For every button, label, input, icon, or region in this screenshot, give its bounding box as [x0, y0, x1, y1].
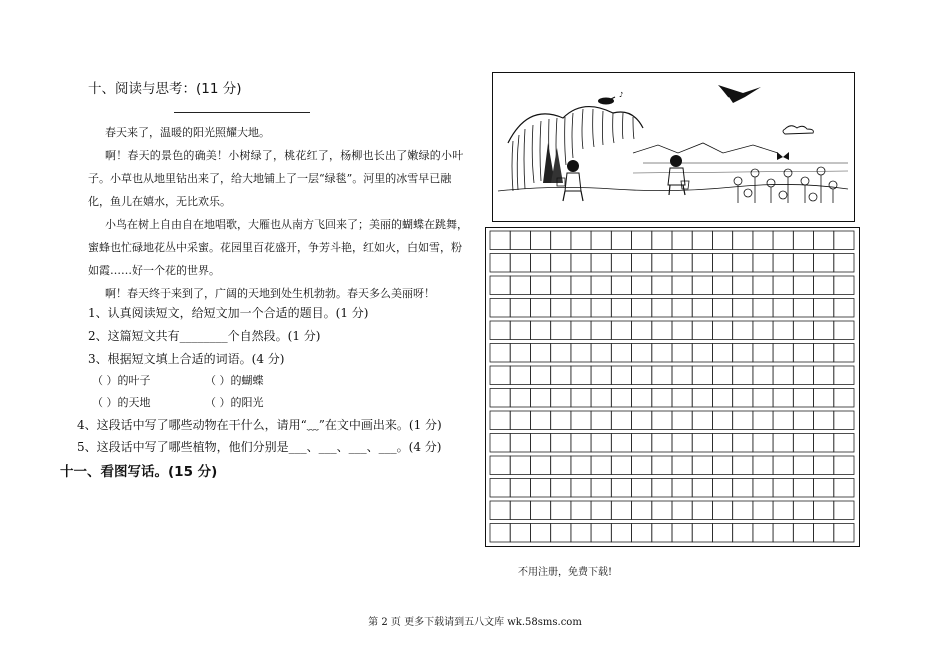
- grid-cell[interactable]: [551, 344, 571, 363]
- grid-cell[interactable]: [571, 344, 591, 363]
- grid-cell[interactable]: [571, 524, 591, 543]
- grid-cell[interactable]: [611, 411, 631, 430]
- grid-cell[interactable]: [753, 344, 773, 363]
- grid-cell[interactable]: [712, 479, 732, 498]
- grid-cell[interactable]: [773, 389, 793, 408]
- grid-cell[interactable]: [793, 501, 813, 520]
- grid-cell[interactable]: [591, 366, 611, 385]
- grid-cell[interactable]: [530, 344, 550, 363]
- grid-cell[interactable]: [672, 276, 692, 295]
- grid-cell[interactable]: [510, 434, 530, 453]
- grid-cell[interactable]: [834, 456, 854, 475]
- grid-cell[interactable]: [672, 231, 692, 250]
- grid-cell[interactable]: [692, 524, 712, 543]
- svg-text:♪: ♪: [619, 91, 624, 99]
- grid-cell[interactable]: [773, 344, 793, 363]
- grid-cell[interactable]: [733, 501, 753, 520]
- grid-cell[interactable]: [551, 524, 571, 543]
- grid-cell[interactable]: [530, 389, 550, 408]
- grid-cell[interactable]: [632, 299, 652, 318]
- grid-cell[interactable]: [773, 456, 793, 475]
- grid-cell[interactable]: [571, 366, 591, 385]
- grid-cell[interactable]: [490, 524, 510, 543]
- grid-cell[interactable]: [834, 501, 854, 520]
- grid-cell[interactable]: [652, 479, 672, 498]
- grid-cell[interactable]: [632, 479, 652, 498]
- grid-cell[interactable]: [652, 299, 672, 318]
- grid-cell[interactable]: [814, 501, 834, 520]
- grid-cell[interactable]: [530, 524, 550, 543]
- grid-cell[interactable]: [773, 501, 793, 520]
- grid-cell[interactable]: [632, 456, 652, 475]
- grid-cell[interactable]: [571, 231, 591, 250]
- grid-cell[interactable]: [753, 524, 773, 543]
- grid-cell[interactable]: [834, 254, 854, 273]
- grid-cell[interactable]: [672, 479, 692, 498]
- grid-cell[interactable]: [773, 299, 793, 318]
- grid-cell[interactable]: [611, 231, 631, 250]
- grid-cell[interactable]: [793, 254, 813, 273]
- question-3: 3、根据短文填上合适的词语。(4 分): [88, 352, 285, 366]
- grid-cell[interactable]: [510, 276, 530, 295]
- grid-cell[interactable]: [793, 366, 813, 385]
- grid-cell[interactable]: [773, 254, 793, 273]
- grid-cell[interactable]: [712, 456, 732, 475]
- grid-cell[interactable]: [611, 434, 631, 453]
- grid-cell[interactable]: [530, 434, 550, 453]
- grid-cell[interactable]: [773, 434, 793, 453]
- grid-cell[interactable]: [530, 366, 550, 385]
- grid-cell[interactable]: [773, 479, 793, 498]
- grid-cell[interactable]: [510, 321, 530, 340]
- grid-cell[interactable]: [530, 254, 550, 273]
- grid-cell[interactable]: [733, 254, 753, 273]
- grid-cell[interactable]: [733, 434, 753, 453]
- grid-cell[interactable]: [753, 501, 773, 520]
- grid-cell[interactable]: [530, 321, 550, 340]
- grid-cell[interactable]: [834, 524, 854, 543]
- spring-scene-illustration: [493, 73, 853, 220]
- grid-cell[interactable]: [712, 231, 732, 250]
- grid-cell[interactable]: [672, 321, 692, 340]
- grid-cell[interactable]: [793, 434, 813, 453]
- grid-cell[interactable]: [652, 389, 672, 408]
- grid-cell[interactable]: [814, 479, 834, 498]
- grid-cell[interactable]: [814, 254, 834, 273]
- grid-cell[interactable]: [652, 456, 672, 475]
- grid-cell[interactable]: [692, 344, 712, 363]
- grid-cell[interactable]: [834, 344, 854, 363]
- grid-cell[interactable]: [652, 366, 672, 385]
- grid-cell[interactable]: [834, 276, 854, 295]
- grid-cell[interactable]: [814, 524, 834, 543]
- passage-paragraph-3-line-1: 小鸟在树上自由自在地唱歌，大雁也从南方飞回来了；美丽的蝴蝶在跳舞，: [105, 218, 468, 231]
- grid-cell[interactable]: [611, 389, 631, 408]
- grid-cell[interactable]: [834, 434, 854, 453]
- grid-cell[interactable]: [814, 231, 834, 250]
- grid-cell[interactable]: [672, 434, 692, 453]
- grid-cell[interactable]: [733, 231, 753, 250]
- grid-cell[interactable]: [632, 366, 652, 385]
- grid-cell[interactable]: [753, 299, 773, 318]
- grid-cell[interactable]: [733, 276, 753, 295]
- grid-cell[interactable]: [753, 411, 773, 430]
- grid-cell[interactable]: [571, 276, 591, 295]
- grid-cell[interactable]: [632, 321, 652, 340]
- grid-cell[interactable]: [692, 434, 712, 453]
- grid-cell[interactable]: [632, 254, 652, 273]
- grid-cell[interactable]: [834, 321, 854, 340]
- grid-cell[interactable]: [692, 231, 712, 250]
- grid-cell[interactable]: [510, 299, 530, 318]
- grid-cell[interactable]: [571, 321, 591, 340]
- grid-cell[interactable]: [632, 524, 652, 543]
- grid-cell[interactable]: [753, 321, 773, 340]
- grid-cell[interactable]: [571, 254, 591, 273]
- grid-cell[interactable]: [733, 344, 753, 363]
- grid-cell[interactable]: [672, 456, 692, 475]
- title-blank-line: [174, 112, 310, 113]
- grid-cell[interactable]: [652, 276, 672, 295]
- grid-cell[interactable]: [530, 411, 550, 430]
- grid-cell[interactable]: [510, 389, 530, 408]
- grid-cell[interactable]: [773, 321, 793, 340]
- grid-cell[interactable]: [733, 366, 753, 385]
- grid-cell[interactable]: [551, 411, 571, 430]
- grid-cell[interactable]: [672, 254, 692, 273]
- grid-cell[interactable]: [672, 524, 692, 543]
- page-footer: 第 2 页 更多下载请到五八文库 wk.58sms.com: [368, 617, 582, 628]
- grid-cell[interactable]: [530, 501, 550, 520]
- grid-cell[interactable]: [814, 456, 834, 475]
- grid-cell[interactable]: [692, 299, 712, 318]
- question-1: 1、认真阅读短文，给短文加一个合适的题目。(1 分): [88, 306, 369, 320]
- passage-paragraph-4: 啊！春天终于来到了，广阔的天地到处生机勃勃。春天多么美丽呀！: [105, 287, 435, 300]
- grid-cell[interactable]: [753, 434, 773, 453]
- grid-cell[interactable]: [591, 411, 611, 430]
- grid-cell[interactable]: [793, 344, 813, 363]
- grid-cell[interactable]: [551, 479, 571, 498]
- grid-cell[interactable]: [712, 366, 732, 385]
- grid-cell[interactable]: [632, 501, 652, 520]
- grid-cell[interactable]: [672, 366, 692, 385]
- grid-cell[interactable]: [571, 389, 591, 408]
- grid-cell[interactable]: [733, 479, 753, 498]
- grid-cell[interactable]: [551, 366, 571, 385]
- grid-cell[interactable]: [692, 276, 712, 295]
- grid-cell[interactable]: [591, 344, 611, 363]
- question-2: 2、这篇短文共有________个自然段。(1 分): [88, 329, 321, 343]
- grid-cell[interactable]: [672, 411, 692, 430]
- grid-cell[interactable]: [490, 254, 510, 273]
- grid-cell[interactable]: [551, 456, 571, 475]
- grid-cell[interactable]: [611, 276, 631, 295]
- grid-cell[interactable]: [591, 254, 611, 273]
- grid-cell[interactable]: [793, 524, 813, 543]
- grid-cell[interactable]: [510, 456, 530, 475]
- grid-cell[interactable]: [490, 479, 510, 498]
- passage-paragraph-2-line-3: 化，鱼儿在嬉水，无比欢乐。: [88, 195, 231, 208]
- passage-paragraph-1: 春天来了，温暖的阳光照耀大地。: [105, 126, 270, 139]
- grid-cell[interactable]: [652, 321, 672, 340]
- grid-cell[interactable]: [490, 321, 510, 340]
- writing-grid-lines: [486, 228, 858, 545]
- grid-cell[interactable]: [510, 501, 530, 520]
- grid-cell[interactable]: [490, 389, 510, 408]
- grid-cell[interactable]: [773, 411, 793, 430]
- grid-cell[interactable]: [490, 231, 510, 250]
- grid-cell[interactable]: [753, 456, 773, 475]
- grid-cell[interactable]: [733, 456, 753, 475]
- grid-cell[interactable]: [551, 276, 571, 295]
- grid-cell[interactable]: [834, 389, 854, 408]
- grid-cell[interactable]: [753, 231, 773, 250]
- grid-cell[interactable]: [591, 276, 611, 295]
- grid-cell[interactable]: [692, 321, 712, 340]
- grid-cell[interactable]: [611, 456, 631, 475]
- grid-cell[interactable]: [793, 299, 813, 318]
- grid-cell[interactable]: [692, 254, 712, 273]
- grid-cell[interactable]: [712, 254, 732, 273]
- spring-scene-picture: [492, 72, 855, 222]
- grid-cell[interactable]: [793, 321, 813, 340]
- grid-cell[interactable]: [753, 479, 773, 498]
- grid-cell[interactable]: [652, 434, 672, 453]
- grid-cell[interactable]: [672, 344, 692, 363]
- writing-grid[interactable]: [485, 227, 860, 547]
- grid-cell[interactable]: [652, 344, 672, 363]
- grid-cell[interactable]: [551, 501, 571, 520]
- grid-cell[interactable]: [692, 411, 712, 430]
- grid-cell[interactable]: [672, 299, 692, 318]
- grid-cell[interactable]: [773, 276, 793, 295]
- grid-cell[interactable]: [591, 321, 611, 340]
- grid-cell[interactable]: [611, 524, 631, 543]
- grid-cell[interactable]: [611, 321, 631, 340]
- question-5: 5、这段话中写了哪些植物，他们分别是___、___、___、___。(4 分): [77, 440, 442, 454]
- grid-cell[interactable]: [692, 479, 712, 498]
- grid-cell[interactable]: [632, 276, 652, 295]
- grid-cell[interactable]: [510, 479, 530, 498]
- grid-cell[interactable]: [712, 389, 732, 408]
- grid-cell[interactable]: [530, 479, 550, 498]
- passage-paragraph-3-line-2: 蜜蜂也忙碌地花丛中采蜜。花园里百花盛开，争芳斗艳，红如火，白如雪，粉: [88, 241, 462, 254]
- grid-cell[interactable]: [490, 299, 510, 318]
- grid-cell[interactable]: [712, 299, 732, 318]
- grid-cell[interactable]: [793, 389, 813, 408]
- grid-cell[interactable]: [551, 254, 571, 273]
- grid-cell[interactable]: [591, 389, 611, 408]
- section-11-title: 十一、看图写话。(15 分): [60, 464, 218, 480]
- grid-cell[interactable]: [712, 321, 732, 340]
- grid-cell[interactable]: [632, 231, 652, 250]
- grid-cell[interactable]: [814, 434, 834, 453]
- grid-cell[interactable]: [591, 524, 611, 543]
- grid-cell[interactable]: [793, 456, 813, 475]
- grid-cell[interactable]: [490, 411, 510, 430]
- grid-cell[interactable]: [652, 524, 672, 543]
- free-download-note: 不用注册，免费下载!: [518, 567, 613, 578]
- grid-cell[interactable]: [591, 479, 611, 498]
- grid-cell[interactable]: [611, 479, 631, 498]
- grid-cell[interactable]: [773, 366, 793, 385]
- grid-cell[interactable]: [510, 254, 530, 273]
- grid-cell[interactable]: [672, 501, 692, 520]
- grid-cell[interactable]: [773, 231, 793, 250]
- grid-cell[interactable]: [652, 254, 672, 273]
- grid-cell[interactable]: [834, 366, 854, 385]
- grid-cell[interactable]: [510, 524, 530, 543]
- grid-cell[interactable]: [591, 231, 611, 250]
- grid-cell[interactable]: [530, 456, 550, 475]
- grid-cell[interactable]: [672, 389, 692, 408]
- grid-cell[interactable]: [753, 366, 773, 385]
- grid-cell[interactable]: [490, 276, 510, 295]
- grid-cell[interactable]: [692, 456, 712, 475]
- grid-cell[interactable]: [611, 344, 631, 363]
- grid-cell[interactable]: [652, 411, 672, 430]
- grid-cell[interactable]: [510, 344, 530, 363]
- grid-cell[interactable]: [571, 434, 591, 453]
- grid-cell[interactable]: [834, 231, 854, 250]
- section-10-title: 十、阅读与思考：(11 分): [88, 81, 242, 97]
- grid-cell[interactable]: [591, 434, 611, 453]
- grid-cell[interactable]: [551, 299, 571, 318]
- fill-blank-butterfly: （ ）的蝴蝶: [205, 374, 264, 387]
- grid-cell[interactable]: [753, 254, 773, 273]
- grid-cell[interactable]: [611, 366, 631, 385]
- grid-cell[interactable]: [814, 276, 834, 295]
- grid-cell[interactable]: [793, 231, 813, 250]
- grid-cell[interactable]: [793, 411, 813, 430]
- grid-cell[interactable]: [652, 231, 672, 250]
- grid-cell[interactable]: [551, 231, 571, 250]
- grid-cell[interactable]: [733, 389, 753, 408]
- fill-blank-sunshine: （ ）的阳光: [205, 396, 264, 409]
- grid-cell[interactable]: [652, 501, 672, 520]
- grid-cell[interactable]: [712, 276, 732, 295]
- grid-cell[interactable]: [733, 524, 753, 543]
- passage-paragraph-2-line-1: 啊！春天的景色的确美！小树绿了，桃花红了，杨柳也长出了嫩绿的小叶: [105, 149, 464, 162]
- grid-cell[interactable]: [793, 479, 813, 498]
- grid-cell[interactable]: [773, 524, 793, 543]
- grid-cell[interactable]: [490, 456, 510, 475]
- grid-cell[interactable]: [733, 321, 753, 340]
- question-4: 4、这段话中写了哪些动物在干什么，请用“﹏”在文中画出来。(1 分): [77, 418, 442, 432]
- grid-cell[interactable]: [591, 299, 611, 318]
- grid-cell[interactable]: [530, 231, 550, 250]
- grid-cell[interactable]: [632, 344, 652, 363]
- grid-cell[interactable]: [712, 411, 732, 430]
- passage-paragraph-2-line-2: 子。小草也从地里钻出来了，给大地铺上了一层“绿毯”。河里的冰雪早已融: [88, 172, 452, 185]
- grid-cell[interactable]: [814, 389, 834, 408]
- grid-cell[interactable]: [814, 321, 834, 340]
- grid-cell[interactable]: [490, 366, 510, 385]
- grid-cell[interactable]: [530, 299, 550, 318]
- grid-cell[interactable]: [753, 276, 773, 295]
- grid-cell[interactable]: [490, 434, 510, 453]
- grid-cell[interactable]: [591, 456, 611, 475]
- grid-cell[interactable]: [814, 344, 834, 363]
- grid-cell[interactable]: [551, 434, 571, 453]
- grid-cell[interactable]: [591, 501, 611, 520]
- grid-cell[interactable]: [712, 524, 732, 543]
- grid-cell[interactable]: [834, 479, 854, 498]
- grid-cell[interactable]: [571, 479, 591, 498]
- grid-cell[interactable]: [571, 456, 591, 475]
- grid-cell[interactable]: [712, 501, 732, 520]
- grid-cell[interactable]: [733, 411, 753, 430]
- grid-cell[interactable]: [692, 389, 712, 408]
- grid-cell[interactable]: [571, 299, 591, 318]
- grid-cell[interactable]: [733, 299, 753, 318]
- grid-cell[interactable]: [611, 254, 631, 273]
- grid-cell[interactable]: [611, 299, 631, 318]
- grid-cell[interactable]: [510, 366, 530, 385]
- grid-cell[interactable]: [632, 411, 652, 430]
- fill-blank-leaves: （ ）的叶子: [92, 374, 151, 387]
- grid-cell[interactable]: [571, 411, 591, 430]
- grid-cell[interactable]: [571, 501, 591, 520]
- grid-cell[interactable]: [692, 366, 712, 385]
- grid-cell[interactable]: [712, 434, 732, 453]
- grid-cell[interactable]: [814, 411, 834, 430]
- grid-cell[interactable]: [814, 366, 834, 385]
- grid-cell[interactable]: [490, 344, 510, 363]
- grid-cell[interactable]: [510, 231, 530, 250]
- grid-cell[interactable]: [814, 299, 834, 318]
- grid-cell[interactable]: [712, 344, 732, 363]
- grid-cell[interactable]: [611, 501, 631, 520]
- grid-cell[interactable]: [490, 501, 510, 520]
- grid-cell[interactable]: [632, 434, 652, 453]
- grid-cell[interactable]: [834, 299, 854, 318]
- grid-cell[interactable]: [551, 321, 571, 340]
- grid-cell[interactable]: [510, 411, 530, 430]
- grid-cell[interactable]: [834, 411, 854, 430]
- grid-cell[interactable]: [632, 389, 652, 408]
- grid-cell[interactable]: [793, 276, 813, 295]
- grid-cell[interactable]: [753, 389, 773, 408]
- grid-cell[interactable]: [692, 501, 712, 520]
- grid-cell[interactable]: [530, 276, 550, 295]
- fill-blank-world: （ ）的天地: [92, 396, 151, 409]
- grid-cell[interactable]: [551, 389, 571, 408]
- passage-paragraph-3-line-3: 如霞……好一个花的世界。: [88, 264, 220, 277]
